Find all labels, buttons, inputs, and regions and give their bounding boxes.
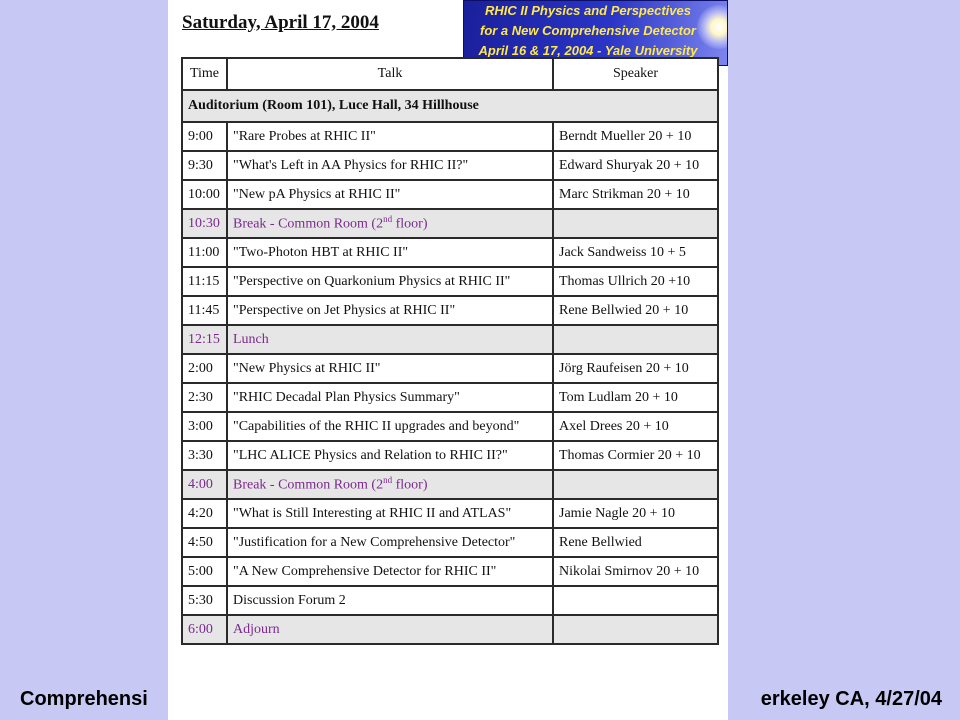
- header-time: Time: [182, 58, 227, 90]
- footer-right-text: erkeley CA, 4/27/04: [760, 688, 942, 710]
- adjourn-row: [182, 615, 718, 644]
- table-row: [182, 267, 718, 296]
- break-text: Break - Common Room (2: [233, 216, 384, 232]
- table-row: [182, 528, 718, 557]
- time-cell: 11:15: [182, 267, 227, 296]
- table-row: [182, 151, 718, 180]
- speaker-cell: Thomas Cormier 20 + 10: [553, 441, 718, 470]
- table-row: [182, 557, 718, 586]
- time-cell: 2:30: [182, 383, 227, 412]
- time-cell: 11:45: [182, 296, 227, 325]
- time-cell: 4:00: [182, 470, 227, 499]
- header-speaker: Speaker: [553, 58, 718, 90]
- talk-cell: "RHIC Decadal Plan Physics Summary": [227, 383, 553, 412]
- speaker-cell: Edward Shuryak 20 + 10: [553, 151, 718, 180]
- ordinal-suffix: nd: [383, 214, 393, 225]
- break-row: [182, 209, 718, 238]
- speaker-cell: Rene Bellwied: [553, 528, 718, 557]
- time-cell: 10:00: [182, 180, 227, 209]
- speaker-cell: Marc Strikman 20 + 10: [553, 180, 718, 209]
- table-row: [182, 441, 718, 470]
- talk-cell: "Two-Photon HBT at RHIC II": [227, 238, 553, 267]
- time-cell: 3:30: [182, 441, 227, 470]
- talk-cell: "Perspective on Quarkonium Physics at RHIC II": [227, 267, 553, 296]
- time-cell: 4:20: [182, 499, 227, 528]
- break-text-end: floor): [392, 477, 428, 493]
- venue-cell: Auditorium (Room 101), Luce Hall, 34 Hillhouse: [182, 90, 718, 122]
- talk-cell: Lunch: [227, 325, 553, 354]
- table-row: [182, 180, 718, 209]
- talk-cell: "Perspective on Jet Physics at RHIC II": [227, 296, 553, 325]
- talk-cell: "LHC ALICE Physics and Relation to RHIC II?": [227, 441, 553, 470]
- time-cell: 11:00: [182, 238, 227, 267]
- time-cell: 10:30: [182, 209, 227, 238]
- talk-cell: "What is Still Interesting at RHIC II and ATLAS": [227, 499, 553, 528]
- banner-line-2: for a New Comprehensive Detector: [479, 23, 696, 38]
- speaker-cell: Jack Sandweiss 10 + 5: [553, 238, 718, 267]
- talk-cell: [227, 470, 553, 499]
- talk-cell: "Justification for a New Comprehensive Detector": [227, 528, 553, 557]
- speaker-cell: Rene Bellwied 20 + 10: [553, 296, 718, 325]
- table-row: [182, 586, 718, 615]
- time-cell: 3:00: [182, 412, 227, 441]
- break-row: [182, 470, 718, 499]
- break-text-end: floor): [392, 216, 428, 232]
- table-header-row: [182, 58, 718, 90]
- lunch-row: [182, 325, 718, 354]
- schedule-date: Saturday, April 17, 2004: [182, 12, 379, 33]
- speaker-cell: [553, 209, 718, 238]
- table-row: [182, 122, 718, 151]
- speaker-cell: Jamie Nagle 20 + 10: [553, 499, 718, 528]
- talk-cell: Adjourn: [227, 615, 553, 644]
- table-row: [182, 412, 718, 441]
- break-text: Break - Common Room (2: [233, 477, 384, 493]
- table-row: [182, 499, 718, 528]
- table-row: [182, 383, 718, 412]
- talk-cell: "What's Left in AA Physics for RHIC II?": [227, 151, 553, 180]
- schedule-document: [168, 0, 728, 720]
- time-cell: 5:30: [182, 586, 227, 615]
- table-row: [182, 354, 718, 383]
- talk-cell: "New pA Physics at RHIC II": [227, 180, 553, 209]
- time-cell: 4:50: [182, 528, 227, 557]
- talk-cell: "Rare Probes at RHIC II": [227, 122, 553, 151]
- talk-cell: [227, 209, 553, 238]
- speaker-cell: [553, 615, 718, 644]
- speaker-cell: Nikolai Smirnov 20 + 10: [553, 557, 718, 586]
- footer-left-text: Comprehensi: [20, 688, 148, 710]
- schedule-table: [181, 57, 719, 645]
- speaker-cell: Tom Ludlam 20 + 10: [553, 383, 718, 412]
- time-cell: 5:00: [182, 557, 227, 586]
- time-cell: 6:00: [182, 615, 227, 644]
- table-row: [182, 238, 718, 267]
- talk-cell: Discussion Forum 2: [227, 586, 553, 615]
- speaker-cell: Axel Drees 20 + 10: [553, 412, 718, 441]
- talk-cell: "New Physics at RHIC II": [227, 354, 553, 383]
- talk-cell: "A New Comprehensive Detector for RHIC II": [227, 557, 553, 586]
- header-talk: Talk: [227, 58, 553, 90]
- banner-line-1: RHIC II Physics and Perspectives: [485, 3, 691, 18]
- speaker-cell: Jörg Raufeisen 20 + 10: [553, 354, 718, 383]
- speaker-cell: Thomas Ullrich 20 +10: [553, 267, 718, 296]
- speaker-cell: Berndt Mueller 20 + 10: [553, 122, 718, 151]
- venue-row: [182, 90, 718, 122]
- speaker-cell: [553, 586, 718, 615]
- time-cell: 9:30: [182, 151, 227, 180]
- time-cell: 9:00: [182, 122, 227, 151]
- speaker-cell: [553, 325, 718, 354]
- time-cell: 2:00: [182, 354, 227, 383]
- banner-line-3: April 16 & 17, 2004 - Yale University: [478, 43, 698, 58]
- ordinal-suffix: nd: [383, 475, 393, 486]
- time-cell: 12:15: [182, 325, 227, 354]
- table-row: [182, 296, 718, 325]
- speaker-cell: [553, 470, 718, 499]
- talk-cell: "Capabilities of the RHIC II upgrades and beyond": [227, 412, 553, 441]
